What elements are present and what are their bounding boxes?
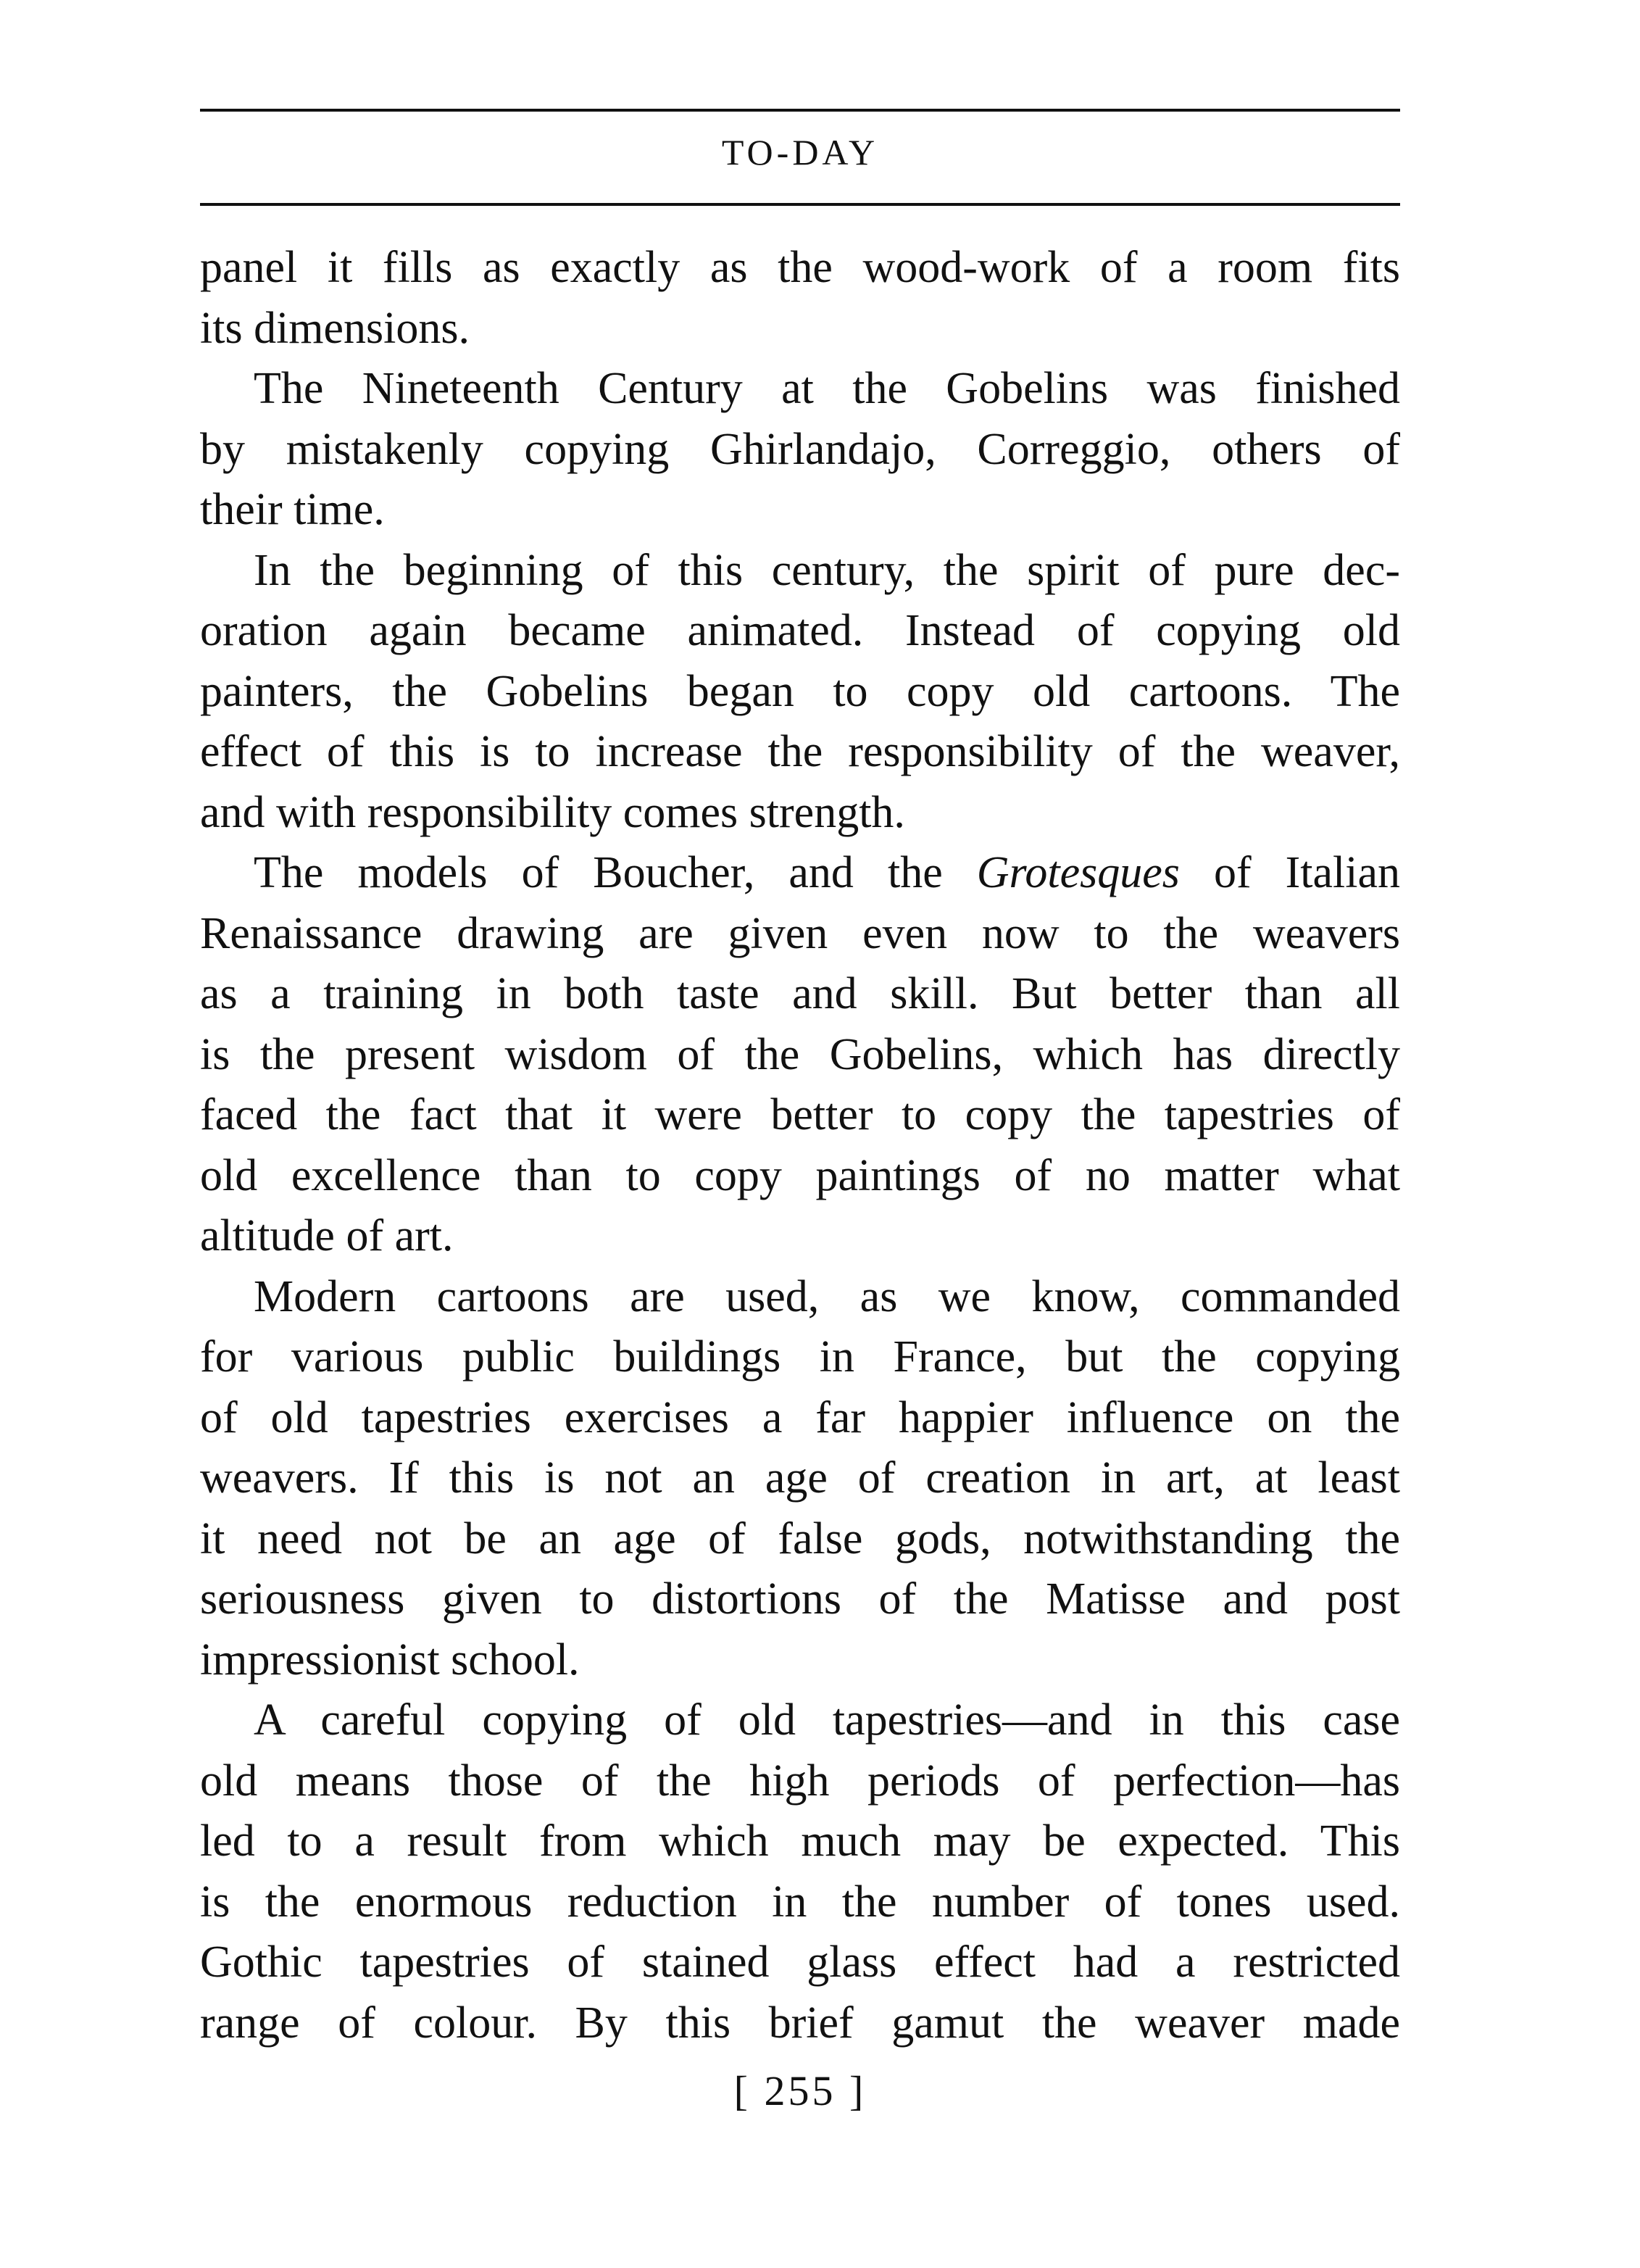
- body-text: [200, 238, 1400, 2053]
- text-line: [200, 1690, 1400, 1751]
- paragraph: [200, 541, 1400, 844]
- text-segment: painters, the Gobelins began to copy old cartoons. The: [200, 666, 1400, 716]
- text-line: [200, 1932, 1400, 1993]
- text-line: [200, 1993, 1400, 2054]
- text-line: [200, 1872, 1400, 1933]
- paragraph: [200, 843, 1400, 1267]
- text-segment: altitude of art.: [200, 1211, 454, 1260]
- text-line: [200, 420, 1400, 481]
- text-segment: their time.: [200, 485, 385, 534]
- text-segment: faced the fact that it were better to copy the tapestries of: [200, 1090, 1400, 1139]
- text-line: [200, 662, 1400, 723]
- text-segment: The models of Boucher, and the: [254, 848, 977, 897]
- text-line: [200, 843, 1400, 904]
- text-line: [200, 1448, 1400, 1509]
- page-number: [ 255 ]: [733, 2067, 867, 2114]
- paragraph: [200, 1690, 1400, 2053]
- text-line: [200, 1206, 1400, 1267]
- text-line: [200, 722, 1400, 783]
- header-rule-top: [200, 109, 1400, 112]
- text-line: [200, 1751, 1400, 1812]
- text-line: [200, 1509, 1400, 1570]
- text-line: [200, 238, 1400, 299]
- text-line: [200, 601, 1400, 662]
- text-segment: old excellence than to copy paintings of no matter what: [200, 1150, 1400, 1200]
- text-segment: of Italian: [1179, 848, 1400, 897]
- text-line: [200, 1569, 1400, 1630]
- text-line: [200, 1025, 1400, 1086]
- text-segment: A careful copying of old tapestries—and in this case: [254, 1695, 1400, 1745]
- text-line: [200, 480, 1400, 541]
- text-segment: of old tapestries exercises a far happier influence on the: [200, 1392, 1400, 1442]
- text-segment: range of colour. By this brief gamut the weaver made: [200, 1998, 1400, 2048]
- paragraph: [200, 1267, 1400, 1691]
- text-segment: old means those of the high periods of perfection—has: [200, 1756, 1400, 1806]
- text-segment: it need not be an age of false gods, notwithstanding the: [200, 1513, 1400, 1563]
- text-segment: panel it fills as exactly as the wood-work of a room fits: [200, 243, 1400, 292]
- text-segment: Modern cartoons are used, as we know, commanded: [254, 1271, 1400, 1321]
- text-segment: weavers. If this is not an age of creation in art, at least: [200, 1453, 1400, 1503]
- text-line: [200, 904, 1400, 965]
- text-segment: led to a result from which much may be expected. This: [200, 1816, 1400, 1866]
- text-line: [200, 1146, 1400, 1207]
- italic-text: Grotesques: [976, 848, 1180, 897]
- text-segment: as a training in both taste and skill. But better than all: [200, 969, 1400, 1018]
- text-line: [200, 1811, 1400, 1872]
- text-line: [200, 1085, 1400, 1146]
- text-line: [200, 541, 1400, 602]
- text-segment: Renaissance drawing are given even now to the weavers: [200, 908, 1400, 958]
- paragraph: [200, 238, 1400, 359]
- text-segment: is the present wisdom of the Gobelins, which has directly: [200, 1029, 1400, 1079]
- text-line: [200, 359, 1400, 420]
- header-rule-bottom: [200, 203, 1400, 206]
- text-segment: The Nineteenth Century at the Gobelins was finished: [254, 364, 1400, 413]
- text-segment: impressionist school.: [200, 1634, 580, 1685]
- paragraph: [200, 359, 1400, 541]
- text-segment: is the enormous reduction in the number of tones used.: [200, 1877, 1400, 1927]
- text-segment: its dimensions.: [200, 303, 470, 353]
- running-head: TO-DAY: [721, 132, 879, 173]
- text-segment: Gothic tapestries of stained glass effect had a restricted: [200, 1937, 1400, 1987]
- text-line: [200, 1388, 1400, 1449]
- text-segment: and with responsibility comes strength.: [200, 787, 905, 837]
- text-line: [200, 1630, 1400, 1691]
- text-segment: oration again became animated. Instead of copying old: [200, 606, 1400, 655]
- text-line: [200, 299, 1400, 360]
- text-segment: for various public buildings in France, but the copying: [200, 1332, 1400, 1382]
- text-line: [200, 964, 1400, 1025]
- text-line: [200, 783, 1400, 844]
- text-line: [200, 1267, 1400, 1328]
- text-line: [200, 1327, 1400, 1388]
- text-segment: In the beginning of this century, the spirit of pure dec-: [254, 545, 1400, 595]
- text-segment: by mistakenly copying Ghirlandajo, Correggio, others of: [200, 424, 1400, 474]
- text-segment: seriousness given to distortions of the Matisse and post: [200, 1574, 1400, 1624]
- text-segment: effect of this is to increase the responsibility of the weaver,: [200, 727, 1400, 776]
